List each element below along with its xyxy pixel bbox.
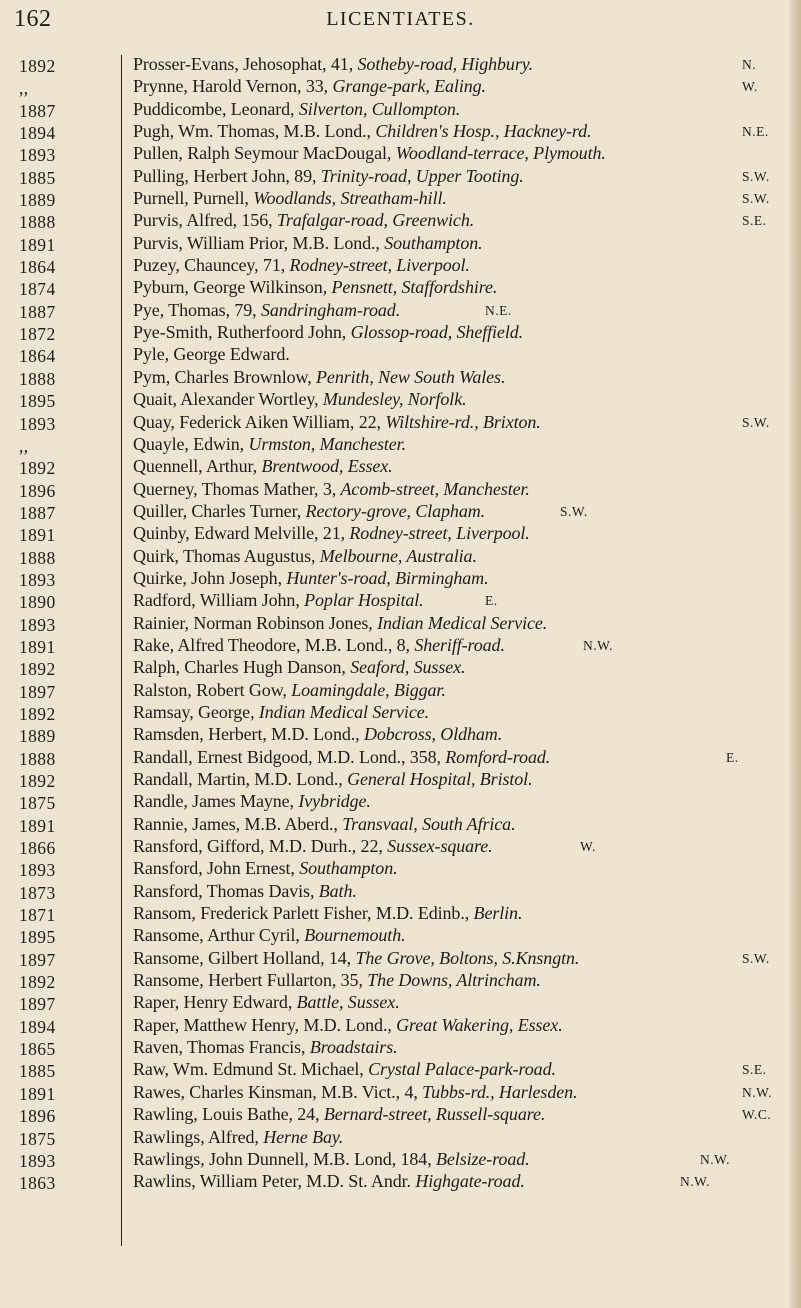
entry-text xyxy=(133,747,550,768)
entry-postal-district: N.W. xyxy=(742,1084,773,1100)
list-item xyxy=(0,344,790,366)
entry-year: 1893 xyxy=(19,860,56,881)
entry-name: Quayle, Edwin, xyxy=(133,433,249,454)
entry-year: 1865 xyxy=(19,1039,56,1060)
entry-name: Purvis, William Prior, M.B. Lond., xyxy=(133,232,385,253)
entry-year: 1888 xyxy=(19,368,56,389)
list-item xyxy=(0,322,790,344)
entry-name: Puddicombe, Leonard, xyxy=(133,98,299,119)
entry-postal-district: N.E. xyxy=(485,302,512,318)
list-item xyxy=(0,903,790,925)
entry-address: General Hospital, Bristol. xyxy=(347,769,533,789)
entry-name: Pullen, Ralph Seymour MacDougal, xyxy=(133,143,396,164)
entry-postal-district: W. xyxy=(580,839,596,855)
entry-address: Ivybridge. xyxy=(298,791,371,812)
entry-text xyxy=(133,1082,577,1103)
entry-year: 1891 xyxy=(19,636,56,657)
entry-postal-district: W. xyxy=(742,79,758,95)
entry-text xyxy=(133,724,502,745)
list-item xyxy=(0,300,790,322)
entry-address: Trinity-road, Upper Tooting. xyxy=(320,165,524,186)
entry-name: Prosser-Evans, Jehosophat, 41, xyxy=(133,54,358,74)
entry-address: Melbourne, Australia. xyxy=(319,545,477,566)
entry-text xyxy=(133,702,429,723)
entry-name: Rainier, Norman Robinson Jones, xyxy=(133,612,378,633)
entry-name: Rake, Alfred Theodore, M.B. Lond., 8, xyxy=(133,634,415,655)
entry-name: Purvis, Alfred, 156, xyxy=(133,210,277,231)
entry-name: Rannie, James, M.B. Aberd., xyxy=(133,813,343,834)
entry-text xyxy=(133,881,357,902)
entry-name: Randall, Ernest Bidgood, M.D. Lond., 358, xyxy=(133,746,446,767)
entry-name: Pyburn, George Wilkinson, xyxy=(133,277,332,298)
entry-text xyxy=(133,76,486,97)
entry-year: 1897 xyxy=(19,681,56,702)
entry-address: Crystal Palace-park-road. xyxy=(368,1059,556,1080)
list-item xyxy=(0,1015,790,1037)
list-item xyxy=(0,523,790,545)
entry-postal-district: E. xyxy=(726,749,739,765)
running-head: LICENTIATES. xyxy=(326,8,475,30)
list-item xyxy=(0,1059,790,1081)
entry-address: Trafalgar-road, Greenwich. xyxy=(276,210,475,231)
list-item xyxy=(0,791,790,813)
entry-postal-district: N.W. xyxy=(680,1174,711,1190)
entry-year: 1896 xyxy=(19,1106,56,1127)
page-number: 162 xyxy=(14,6,52,32)
entry-postal-district: S.W. xyxy=(742,414,770,430)
entry-address: Battle, Sussex. xyxy=(296,992,400,1013)
entry-year: 1897 xyxy=(19,949,56,970)
entry-year: ,, xyxy=(19,78,29,99)
list-item xyxy=(0,635,790,657)
entry-address: Highgate-road. xyxy=(415,1171,525,1192)
entry-year: 1892 xyxy=(19,659,56,680)
entry-name: Quiller, Charles Turner, xyxy=(133,500,306,521)
entry-name: Prynne, Harold Vernon, 33, xyxy=(133,76,333,97)
entry-name: Ramsay, George, xyxy=(133,701,259,722)
entry-year: 1893 xyxy=(19,413,56,434)
entry-address: Loamingdale, Biggar. xyxy=(291,679,446,700)
list-item xyxy=(0,233,790,255)
list-item xyxy=(0,747,790,769)
entry-name: Quirk, Thomas Augustus, xyxy=(133,545,320,566)
entry-name: Puzey, Chauncey, 71, xyxy=(133,255,290,276)
entry-text xyxy=(133,590,424,611)
entry-text xyxy=(133,635,505,656)
list-item xyxy=(0,479,790,501)
entry-year: 1893 xyxy=(19,1150,56,1171)
entry-address: Dobcross, Oldham. xyxy=(363,724,503,745)
list-item xyxy=(0,166,790,188)
entry-year: 1874 xyxy=(19,279,56,300)
list-item xyxy=(0,1127,790,1149)
entry-address: Indian Medical Service. xyxy=(258,701,430,722)
entry-address: Wiltshire-rd., Brixton. xyxy=(385,411,541,432)
entry-name: Ransford, Thomas Davis, xyxy=(133,880,319,901)
entry-address: Brentwood, Essex. xyxy=(261,456,393,477)
list-item xyxy=(0,456,790,478)
entry-text xyxy=(133,1127,343,1148)
entry-address: Berlin. xyxy=(473,903,523,924)
entry-text xyxy=(133,166,524,187)
entry-postal-district: S.W. xyxy=(742,168,770,184)
entry-name: Quirke, John Joseph, xyxy=(133,567,287,588)
entry-year: 1890 xyxy=(19,592,56,613)
entry-year: 1885 xyxy=(19,167,56,188)
entry-year: 1892 xyxy=(19,56,56,76)
entry-text xyxy=(133,434,406,455)
list-item xyxy=(0,501,790,523)
entry-text xyxy=(133,992,400,1013)
entry-year: 1889 xyxy=(19,190,56,211)
entry-address: Broadstairs. xyxy=(309,1037,398,1058)
entry-name: Ransford, John Ernest, xyxy=(133,858,300,879)
entry-year: 1863 xyxy=(19,1173,56,1194)
entry-text xyxy=(133,99,460,120)
entry-name: Raper, Henry Edward, xyxy=(133,992,297,1013)
entry-address: Southampton. xyxy=(299,858,398,879)
entry-name: Purnell, Purnell, xyxy=(133,188,254,209)
entry-name: Pulling, Herbert John, 89, xyxy=(133,165,321,186)
list-item xyxy=(0,54,790,76)
entry-year: 1888 xyxy=(19,748,56,769)
entry-name: Quinby, Edward Melville, 21, xyxy=(133,523,350,544)
entry-year: 1887 xyxy=(19,100,56,121)
entry-text xyxy=(133,970,541,991)
entry-address: Sotheby-road, Highbury. xyxy=(357,54,534,74)
list-item xyxy=(0,948,790,970)
entry-year: 1864 xyxy=(19,346,56,367)
entry-name: Rawes, Charles Kinsman, M.B. Vict., 4, xyxy=(133,1081,423,1102)
entry-name: Raven, Thomas Francis, xyxy=(133,1037,310,1058)
entry-text xyxy=(133,300,400,321)
entry-text xyxy=(133,1171,525,1192)
licentiates-list xyxy=(0,54,790,1194)
entry-text xyxy=(133,1104,545,1125)
list-item xyxy=(0,434,790,456)
entry-year: 1894 xyxy=(19,1016,56,1037)
list-item xyxy=(0,769,790,791)
entry-text xyxy=(133,322,523,343)
list-item xyxy=(0,858,790,880)
entry-year: 1893 xyxy=(19,569,56,590)
entry-name: Ransford, Gifford, M.D. Durh., 22, xyxy=(133,836,388,857)
entry-year: 1887 xyxy=(19,502,56,523)
entry-text xyxy=(133,412,541,433)
entry-year: 1864 xyxy=(19,257,56,278)
entry-year: 1872 xyxy=(19,324,56,345)
entry-name: Ralph, Charles Hugh Danson, xyxy=(133,657,351,678)
entry-year: 1895 xyxy=(19,927,56,948)
entry-name: Quait, Alexander Wortley, xyxy=(133,389,323,410)
entry-name: Pye-Smith, Rutherfoord John, xyxy=(133,322,351,343)
entry-address: Seaford, Sussex. xyxy=(350,657,466,678)
entry-year: 1871 xyxy=(19,905,56,926)
entry-name: Querney, Thomas Mather, 3, xyxy=(133,478,341,499)
list-item xyxy=(0,412,790,434)
entry-text xyxy=(133,121,591,142)
list-item xyxy=(0,389,790,411)
entry-year: 1875 xyxy=(19,793,56,814)
list-item xyxy=(0,680,790,702)
entry-address: Woodlands, Streatham-hill. xyxy=(253,188,447,209)
entry-year: 1888 xyxy=(19,547,56,568)
entry-year: 1885 xyxy=(19,1061,56,1082)
entry-year: 1894 xyxy=(19,123,56,144)
entry-year: 1893 xyxy=(19,145,56,166)
list-item xyxy=(0,121,790,143)
entry-name: Ramsden, Herbert, M.D. Lond., xyxy=(133,724,364,745)
entry-year: 1889 xyxy=(19,726,56,747)
entry-address: Sheriff-road. xyxy=(414,634,505,655)
entry-name: Quay, Federick Aiken William, 22, xyxy=(133,411,386,432)
entry-year: 1892 xyxy=(19,458,56,479)
entry-address: Hunter's-road, Birmingham. xyxy=(286,567,489,588)
entry-year: 1895 xyxy=(19,391,56,412)
entry-year: 1866 xyxy=(19,838,56,859)
entry-address: Southampton. xyxy=(384,232,483,253)
entry-address: Indian Medical Service. xyxy=(377,612,548,633)
entry-postal-district: N.W. xyxy=(583,637,614,653)
entry-name: Pym, Charles Brownlow, xyxy=(133,366,317,387)
entry-address: Romford-road. xyxy=(445,746,551,767)
entry-name: Rawlings, Alfred, xyxy=(133,1126,264,1147)
list-item xyxy=(0,724,790,746)
entry-year: 1896 xyxy=(19,480,56,501)
entry-text xyxy=(133,1037,398,1058)
list-item xyxy=(0,613,790,635)
entry-year: 1892 xyxy=(19,771,56,791)
entry-address: The Grove, Boltons, S.Knsngtn. xyxy=(355,947,580,968)
entry-text xyxy=(133,523,530,544)
entry-text xyxy=(133,344,290,365)
entry-name: Ransom, Frederick Parlett Fisher, M.D. Edinb., xyxy=(133,903,474,924)
entry-address: Silverton, Cullompton. xyxy=(298,98,461,119)
list-item xyxy=(0,277,790,299)
list-item xyxy=(0,1171,790,1193)
entry-year: 1887 xyxy=(19,301,56,322)
entry-address: Great Wakering, Essex. xyxy=(396,1014,563,1035)
entry-year: 1892 xyxy=(19,703,56,724)
entry-text xyxy=(133,143,606,164)
entry-text xyxy=(133,925,406,946)
entry-name: Quennell, Arthur, xyxy=(133,456,262,477)
entry-address: Tubbs-rd., Harlesden. xyxy=(422,1081,578,1102)
entry-address: Herne Bay. xyxy=(263,1126,344,1147)
entry-text xyxy=(133,479,530,500)
entry-text xyxy=(133,1015,563,1036)
entry-text xyxy=(133,836,493,857)
entry-name: Ransome, Herbert Fullarton, 35, xyxy=(133,970,368,991)
entry-address: Sandringham-road. xyxy=(260,299,401,320)
entry-name: Pyle, George Edward. xyxy=(133,344,290,365)
entry-name: Ransome, Arthur Cyril, xyxy=(133,925,305,946)
entry-year: 1897 xyxy=(19,994,56,1015)
entry-text xyxy=(133,255,470,276)
entry-text xyxy=(133,858,398,879)
entry-address: Penrith, New South Wales. xyxy=(316,366,506,387)
entry-postal-district: N.W. xyxy=(700,1151,731,1167)
entry-address: Pensnett, Staffordshire. xyxy=(331,277,498,298)
entry-text xyxy=(133,233,483,254)
entry-name: Randle, James Mayne, xyxy=(133,791,299,812)
entry-text xyxy=(133,948,579,969)
entry-text xyxy=(133,389,466,410)
entry-text xyxy=(133,501,485,522)
entry-address: Transvaal, South Africa. xyxy=(342,813,516,834)
entry-address: Rodney-street, Liverpool. xyxy=(289,255,470,276)
entry-postal-district: E. xyxy=(485,593,498,609)
entry-year: 1892 xyxy=(19,972,56,993)
entry-address: Glossop-road, Sheffield. xyxy=(350,322,524,343)
entry-year: 1891 xyxy=(19,234,56,255)
list-item xyxy=(0,546,790,568)
entry-postal-district: S.E. xyxy=(742,1062,767,1078)
entry-text xyxy=(133,54,533,75)
entry-year: 1875 xyxy=(19,1128,56,1149)
entry-address: Poplar Hospital. xyxy=(304,590,424,611)
entry-name: Pugh, Wm. Thomas, M.B. Lond., xyxy=(133,121,376,142)
entry-name: Rawlings, John Dunnell, M.B. Lond, 184, xyxy=(133,1148,437,1169)
entry-year: 1891 xyxy=(19,1083,56,1104)
list-item xyxy=(0,925,790,947)
list-item xyxy=(0,255,790,277)
entry-address: Woodland-terrace, Plymouth. xyxy=(395,143,606,164)
list-item xyxy=(0,76,790,98)
entry-name: Ransome, Gilbert Holland, 14, xyxy=(133,947,356,968)
entry-postal-district: S.W. xyxy=(742,191,770,207)
entry-text xyxy=(133,613,547,634)
entry-address: Rectory-grove, Clapham. xyxy=(305,500,486,521)
entry-address: The Downs, Altrincham. xyxy=(367,970,541,991)
entry-name: Raw, Wm. Edmund St. Michael, xyxy=(133,1059,369,1080)
entry-name: Rawling, Louis Bathe, 24, xyxy=(133,1104,324,1125)
list-item xyxy=(0,1082,790,1104)
entry-year: 1891 xyxy=(19,815,56,836)
entry-year: ,, xyxy=(19,435,29,456)
entry-year: 1893 xyxy=(19,614,56,635)
entry-text xyxy=(133,277,497,298)
entry-text xyxy=(133,903,522,924)
list-item xyxy=(0,814,790,836)
entry-postal-district: S.W. xyxy=(742,950,770,966)
list-item xyxy=(0,1037,790,1059)
entry-text xyxy=(133,1059,556,1080)
entry-text xyxy=(133,210,474,231)
entry-text xyxy=(133,1149,530,1170)
list-item xyxy=(0,702,790,724)
entry-postal-district: N. xyxy=(742,57,757,72)
page-binding-edge xyxy=(789,0,801,1308)
entry-address: Belsize-road. xyxy=(436,1148,530,1169)
entry-text xyxy=(133,814,515,835)
list-item xyxy=(0,143,790,165)
entry-name: Pye, Thomas, 79, xyxy=(133,299,261,320)
entry-address: Mundesley, Norfolk. xyxy=(322,389,467,410)
entry-year: 1891 xyxy=(19,525,56,546)
entry-text xyxy=(133,680,446,701)
entry-address: Acomb-street, Manchester. xyxy=(340,478,530,499)
entry-address: Children's Hosp., Hackney-rd. xyxy=(375,121,592,142)
list-item xyxy=(0,881,790,903)
list-item xyxy=(0,188,790,210)
entry-address: Bernard-street, Russell-square. xyxy=(323,1104,546,1125)
list-item xyxy=(0,657,790,679)
entry-text xyxy=(133,568,488,589)
entry-postal-district: S.E. xyxy=(742,213,767,229)
entry-address: Bath. xyxy=(318,880,357,901)
list-item xyxy=(0,970,790,992)
list-item xyxy=(0,1149,790,1171)
entry-address: Grange-park, Ealing. xyxy=(332,76,486,97)
list-item xyxy=(0,992,790,1014)
entry-text xyxy=(133,769,532,790)
entry-text xyxy=(133,188,447,209)
list-item xyxy=(0,99,790,121)
entry-postal-district: N.E. xyxy=(742,124,769,140)
entry-address: Urmston, Manchester. xyxy=(248,433,406,454)
list-item xyxy=(0,836,790,858)
entry-name: Rawlins, William Peter, M.D. St. Andr. xyxy=(133,1171,416,1192)
list-item xyxy=(0,590,790,612)
entry-name: Radford, William John, xyxy=(133,590,305,611)
entry-address: Bournemouth. xyxy=(304,925,406,946)
entry-year: 1888 xyxy=(19,212,56,233)
list-item xyxy=(0,568,790,590)
list-item xyxy=(0,1104,790,1126)
entry-text xyxy=(133,791,371,812)
entry-name: Raper, Matthew Henry, M.D. Lond., xyxy=(133,1014,397,1035)
entry-text xyxy=(133,456,393,477)
entry-year: 1873 xyxy=(19,882,56,903)
list-item xyxy=(0,367,790,389)
entry-postal-district: S.W. xyxy=(560,503,588,519)
entry-postal-district: W.C. xyxy=(742,1107,772,1123)
entry-address: Rodney-street, Liverpool. xyxy=(349,523,530,544)
entry-name: Ralston, Robert Gow, xyxy=(133,679,292,700)
entry-text xyxy=(133,546,477,567)
list-item xyxy=(0,210,790,232)
entry-text xyxy=(133,657,465,678)
entry-text xyxy=(133,367,505,388)
entry-address: Sussex-square. xyxy=(387,836,493,857)
entry-name: Randall, Martin, M.D. Lond., xyxy=(133,769,348,789)
